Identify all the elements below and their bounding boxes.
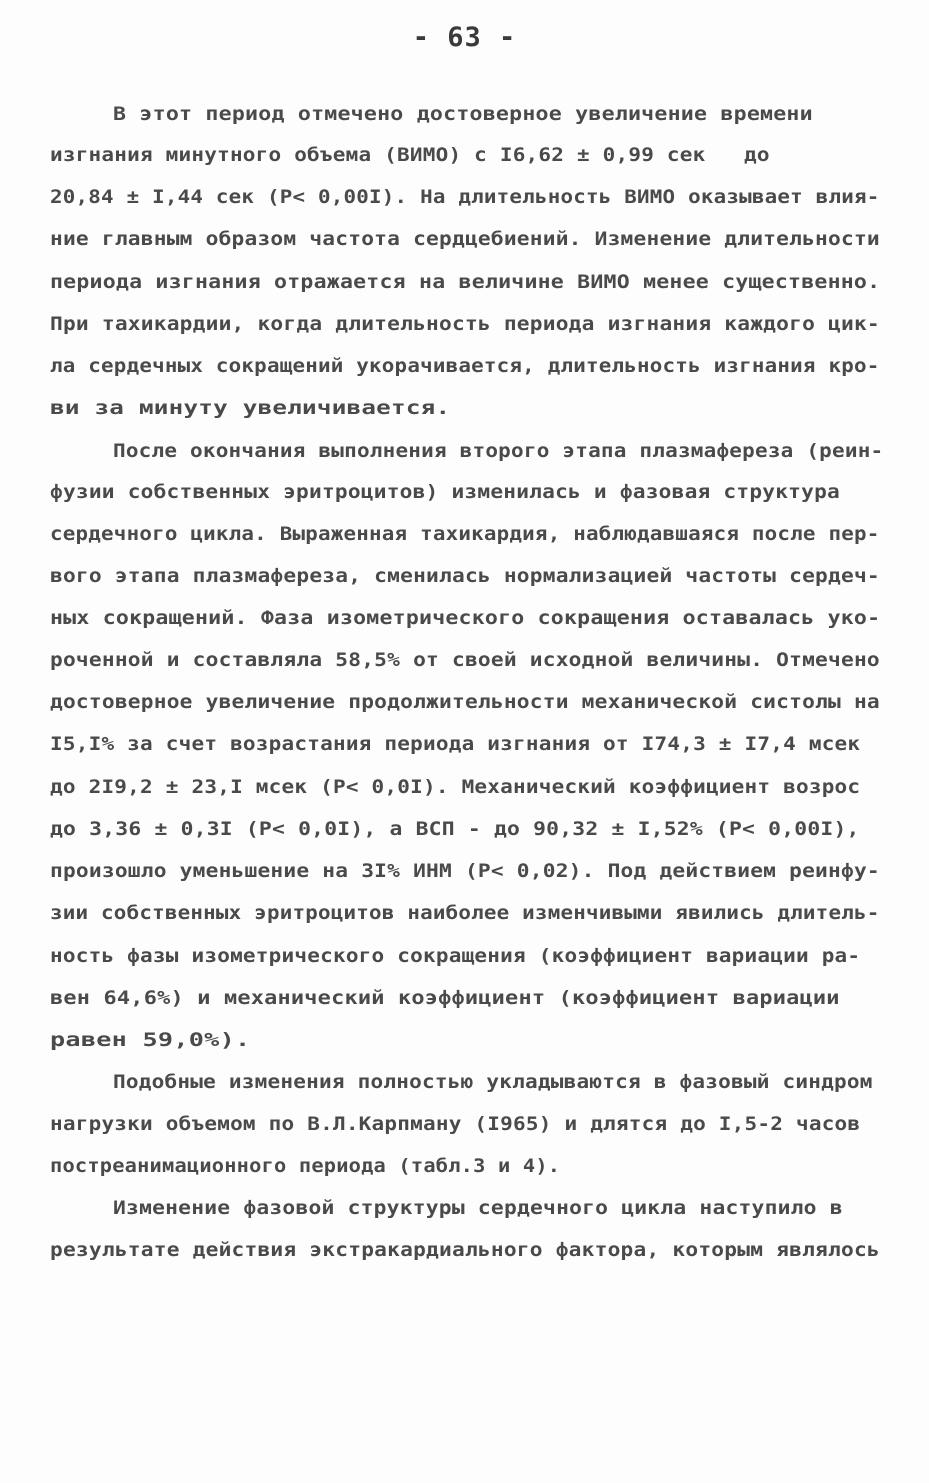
text-line: ных сокращений. Фаза изометрического сокращения оставалась уко- — [50, 607, 881, 629]
text-line: ние главным образом частота сердцебиений. Изменение длительности — [50, 228, 880, 250]
text-line: периода изгнания отражается на величине ВИМО менее существенно. — [50, 271, 881, 293]
text-line: сердечного цикла. Выраженная тахикардия, наблюдавшаяся после пер- — [50, 523, 880, 545]
text-line: ви за минуту увеличивается. — [50, 397, 451, 419]
text-line: до 3,36 ± 0,3I (P< 0,0I), а ВСП - до 90,32 ± I,52% (P< 0,00I), — [50, 818, 860, 840]
text-line: В этот период отмечено достоверное увеличение времени — [113, 103, 813, 125]
text-line: до 2I9,2 ± 23,I мсек (P< 0,0I). Механический коэффициент возрос — [50, 776, 861, 798]
text-line: ность фазы изометрического сокращения (коэффициент вариации ра- — [50, 945, 861, 967]
text-line: ла сердечных сокращений укорачивается, длительность изгнания кро- — [50, 355, 880, 377]
text-line: произошло уменьшение на 3I% ИНМ (P< 0,02). Под действием реинфу- — [50, 860, 880, 882]
text-line: 20,84 ± I,44 сек (P< 0,00I). На длительность ВИМО оказывает влия- — [50, 186, 880, 208]
text-line: достоверное увеличение продолжительности механической систолы на — [50, 691, 880, 713]
text-line: I5,I% за счет возрастания периода изгнания от I74,3 ± I7,4 мсек — [50, 733, 861, 755]
text-line: зии собственных эритроцитов наиболее изменчивыми явились длитель- — [50, 902, 880, 924]
text-line: вен 64,6%) и механический коэффициент (коэффициент вариации — [50, 987, 840, 1009]
text-line: постреанимационного периода (табл.3 и 4). — [50, 1155, 561, 1177]
text-line: равен 59,0%). — [50, 1029, 251, 1051]
text-line: вого этапа плазмафереза, сменилась нормализацией частоты сердеч- — [50, 565, 880, 587]
page-number: - 63 - — [412, 22, 517, 53]
text-line: Изменение фазовой структуры сердечного цикла наступило в — [113, 1197, 843, 1219]
text-line: После окончания выполнения второго этапа плазмафереза (реин- — [113, 440, 884, 462]
text-line: роченной и составляла 58,5% от своей исходной величины. Отмечено — [50, 649, 880, 671]
text-line: При тахикардии, когда длительность периода изгнания каждого цик- — [50, 313, 880, 335]
text-line: Подобные изменения полностью укладываются в фазовый синдром — [113, 1071, 873, 1093]
text-line: фузии собственных эритроцитов) изменилась и фазовая структура — [50, 481, 840, 503]
text-line: результате действия экстракардиального фактора, которым являлось — [50, 1239, 880, 1261]
text-line: изгнания минутного объема (ВИМО) с I6,62 ± 0,99 сек до — [50, 144, 770, 166]
text-line: нагрузки объемом по В.Л.Карпману (I965) и длятся до I,5-2 часов — [50, 1113, 861, 1135]
